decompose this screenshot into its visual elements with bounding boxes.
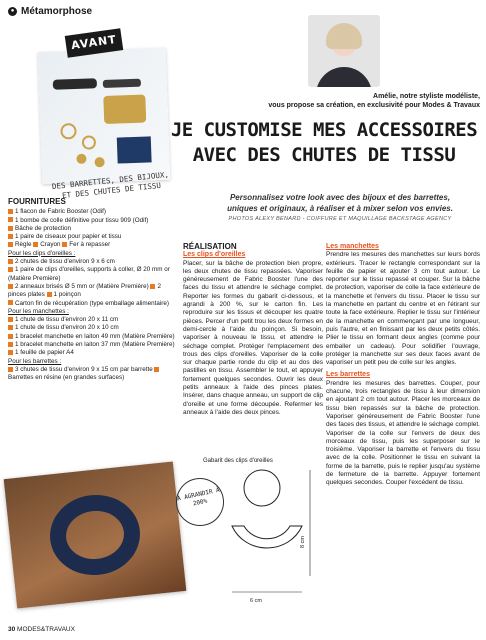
clips-instructions: Placer, sur la bâche de protection bien propre, les deux chutes de tissu repassées. Vaporiser généreusement de Fabric Booster l'une des faces du tissu et attendre le séchage complet. Reporter les formes du gabarit ci-dessous, et agrandi à 200 %, sur le carton fin. Les reproduire sur les tissus et découper les quatre pièces. Percer d'un petit trou les deux formes en demi-cercle à l'aide du poinçon. Si besoin, vaporiser à nouveau le tissu, et attendre le séchage complet. Protéger l'emplacement des trous des clips d'oreilles. Vaporiser de la colle sur chaque partie ronde du clip et au dos des pastilles en tissu. Assembler le tout, et appuyer fortement quelques secondes. Ouvrir les deux petits anneaux à l'aide des pinces plates. Insérer, dans chaque anneau, un support de clip d'oreille et une forme découpée. Refermer les anneaux à l'aide des deux pinces. — [183, 259, 323, 416]
manchettes-subheading: Pour les manchettes : — [8, 307, 69, 315]
ring-shape — [61, 124, 75, 138]
intro-text — [200, 192, 480, 214]
bullet-icon — [33, 242, 38, 247]
list-item: 2 anneaux brisés Ø 5 mm or (Matière Première) 2 pinces plates 1 poinçon — [8, 282, 161, 299]
realisation-heading: RÉALISATION — [183, 242, 237, 251]
list-item: Bâche de protection — [8, 225, 176, 233]
designer-portrait — [308, 15, 380, 87]
portrait-body — [316, 67, 372, 87]
bullet-icon — [62, 242, 67, 247]
template-crescent — [232, 526, 302, 548]
list-item: 1 paire de ciseaux pour papier et tissu — [8, 233, 176, 241]
list-item: 1 bracelet manchette en laiton 49 mm (Matière Première) 1 bracelet manchette en laiton 37 mm (Matière Première) — [8, 333, 176, 350]
fabric-scrap-shape — [117, 136, 152, 163]
bullet-icon — [8, 267, 13, 272]
list-item: 1 chute de tissu d'environ 20 x 11 cm — [8, 316, 176, 324]
bullet-icon — [47, 292, 52, 297]
photo-credits: PHOTOS ALEXY BENARD - COIFFURE ET MAQUILLAGE BACKSTAGE AGENCY — [228, 216, 452, 222]
hair-clip-shape — [53, 78, 97, 90]
list-item: 1 flacon de Fabric Booster (Odif) — [8, 208, 176, 216]
manchettes-instructions: Prendre les mesures des manchettes sur leurs bords extérieurs. Tracer le rectangle correspondant sur la feuille de papier et ajouter 3 cm tout autour. Le reporter sur le tissu repassé et couper. Sur la bâche de protection, vaporiser de colle la face extérieure de la manchette et l'envers du tissu. Placer le tissu sur la manchette en partant du centre et en l'étirant sur toute la face extérieure. Replier le tissu sur l'intérieur de la manchette en commençant par une longueur, puis l'autre, et en finissant par les deux petits côtés. Plier le tissu en formant deux angles (comme pour emballer un cadeau). Pour solidifier l'ouvrage, protéger la manchette sur ses deux faces avant de vaporiser un petit peu de colle sur les angles. — [326, 251, 480, 367]
clips-heading: Les clips d'oreilles — [183, 251, 246, 259]
list-item: 1 paire de clips d'oreilles, supports à coller, Ø 20 mm or (Matière Première) — [8, 266, 170, 282]
right-column — [326, 243, 480, 488]
bullet-icon — [150, 284, 155, 289]
gabarit-title: Gabarit des clips d'oreilles — [203, 458, 273, 464]
bullet-icon — [154, 367, 159, 372]
accessories-illustration — [38, 48, 171, 184]
clip-shape — [76, 154, 86, 164]
bullet-icon — [8, 226, 13, 231]
magazine-name: MODES&TRAVAUX — [17, 626, 75, 633]
list-item: 1 bombe de colle définitive pour tissu 909 (Odif) — [8, 217, 176, 225]
title-line-2: AVEC DES CHUTES DE TISSU — [192, 144, 456, 166]
section-title: Métamorphose — [21, 6, 93, 17]
before-caption: DES BARRETTES, DES BIJOUX, ET DES CHUTES DE TISSU — [51, 169, 170, 201]
bullet-icon — [8, 242, 13, 247]
barrettes-subheading: Pour les barrettes : — [8, 357, 62, 365]
barrettes-heading: Les barrettes — [326, 371, 370, 379]
bullet-icon — [8, 300, 13, 305]
bullet-icon — [8, 342, 13, 347]
bullet-icon — [8, 259, 13, 264]
enlarge-badge: À AGRANDIR À 200% — [172, 474, 229, 531]
bullet-icon — [8, 350, 13, 355]
brass-cuff-shape — [103, 95, 146, 124]
page-title — [164, 118, 484, 168]
bullet-icon — [8, 367, 13, 372]
list-item: 1 feuille de papier A4 — [8, 349, 176, 357]
intro-line: uniques et originaux, à réaliser et à mixer selon vos envies. — [227, 204, 453, 213]
avant-badge: AVANT — [65, 28, 124, 58]
bullet-icon — [8, 217, 13, 222]
bullet-icon — [8, 317, 13, 322]
designer-caption-line: Amélie, notre styliste modéliste, — [373, 93, 480, 100]
portrait-hair — [326, 23, 362, 49]
fournitures-heading: FOURNITURES — [8, 197, 66, 206]
hair-clip-shape — [103, 79, 141, 88]
fabric-cuff-shape — [46, 491, 144, 580]
bullet-icon — [8, 334, 13, 339]
section-header — [8, 6, 92, 17]
template-circle — [244, 470, 280, 506]
bullet-icon — [8, 234, 13, 239]
list-item: Carton fin de récupération (type emballage alimentaire) — [8, 300, 176, 308]
bracelet-photo — [4, 461, 187, 608]
bullet-icon — [8, 284, 13, 289]
designer-caption-line: vous propose sa création, en exclusivité pour Modes & Travaux — [268, 102, 480, 109]
clips-subheading: Pour les clips d'oreilles : — [8, 249, 76, 257]
list-item: 3 chutes de tissu d'environ 9 x 15 cm par barrette Barrettes en résine (en grandes surfaces) — [8, 366, 176, 383]
list-item: 2 chutes de tissu d'environ 9 x 6 cm — [8, 258, 176, 266]
realisation-column — [183, 243, 323, 417]
title-line-1: JE CUSTOMISE MES ACCESSOIRES — [170, 119, 478, 141]
page-number: 30 — [8, 626, 16, 633]
intro-line: Personnalisez votre look avec des bijoux et des barrettes, — [229, 193, 451, 202]
width-label: 6 cm — [250, 598, 262, 604]
clip-shape — [94, 157, 104, 167]
height-label: 8 cm — [300, 536, 306, 548]
list-item: Règle Crayon Fer à repasser — [8, 241, 176, 249]
list-item: 1 chute de tissu d'environ 20 x 10 cm — [8, 324, 176, 332]
designer-caption — [202, 92, 480, 110]
gabarit-template-drawing — [220, 466, 320, 596]
manchettes-heading: Les manchettes — [326, 243, 379, 250]
bullet-icon — [8, 325, 13, 330]
bullet-icon — [8, 209, 13, 214]
before-photo — [38, 48, 171, 184]
page-footer — [8, 626, 75, 633]
barrettes-instructions: Prendre les mesures des barrettes. Couper, pour chacune, trois rectangles de tissu à leur dimension en ajoutant 2 cm tout autour. Placer les morceaux de tissu bien repassés sur la bâche de protection. Vaporiser généreusement de Fabric Booster l'une des faces des tissus, et attendre le séchage complet. Vaporiser de la colle sur l'envers de deux des morceaux de tissu, puis les superposer sur le troisième. Vaporiser la barrette et l'envers du tissu avec de la colle. Positionner le tissu en suivant la forme de la barrette, puis le replier jusqu'au système de fermeture de la barrette. Appuyer fortement quelques secondes. Couper l'excédent de tissu. — [326, 379, 480, 487]
section-bullet-icon: ● — [8, 7, 17, 16]
fournitures-column — [8, 198, 176, 383]
ring-shape — [83, 136, 95, 148]
